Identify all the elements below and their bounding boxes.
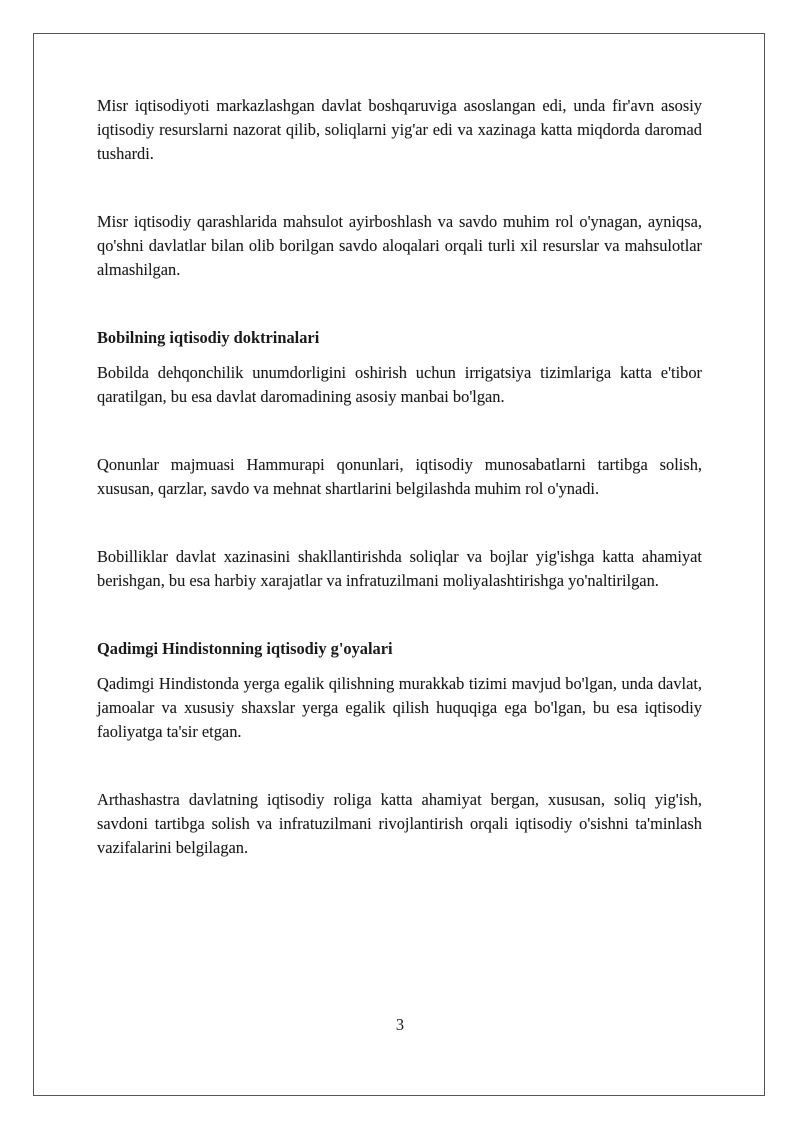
page-number: 3 — [395, 1015, 405, 1034]
document-body — [97, 94, 702, 860]
paragraph-egypt-trade: Misr iqtisodiy qarashlarida mahsulot ayirboshlash va savdo muhim rol o'ynagan, ayniqsa, qo'shni davlatlar bilan olib borilgan savdo aloqalari orqali turli xil resurslar va mahsulotlar almashilgan. — [97, 212, 702, 279]
heading-india: Qadimgi Hindistonning iqtisodiy g'oyalari — [97, 639, 393, 658]
paragraph-babylon-irrigation: Bobilda dehqonchilik unumdorligini oshirish uchun irrigatsiya tizimlariga katta e'tibor qaratilgan, bu esa davlat daromadining asosiy manbai bo'lgan. — [97, 363, 702, 406]
paragraph-babylon-taxes: Bobilliklar davlat xazinasini shakllantirishda soliqlar va bojlar yig'ishga katta ahamiyat berishgan, bu esa harbiy xarajatlar va infratuzilmani moliyalashtirishga yo'naltirilgan. — [97, 547, 702, 590]
heading-babylon: Bobilning iqtisodiy doktrinalari — [97, 328, 320, 347]
paragraph-india-land: Qadimgi Hindistonda yerga egalik qilishning murakkab tizimi mavjud bo'lgan, unda davlat, jamoalar va xususiy shaxslar yerga egalik qilish huquqiga ega bo'lgan, bu esa iqtisodiy faoliyatga ta'sir etgan. — [97, 674, 702, 741]
paragraph-egypt-economy: Misr iqtisodiyoti markazlashgan davlat boshqaruviga asoslangan edi, unda fir'avn asosiy iqtisodiy resurslarni nazorat qilib, soliqlarni yig'ar edi va xazinaga katta miqdorda daromad tushardi. — [97, 96, 702, 163]
paragraph-india-arthashastra: Arthashastra davlatning iqtisodiy roliga katta ahamiyat bergan, xususan, soliq yig'ish, savdoni tartibga solish va infratuzilmani rivojlantirish orqali iqtisodiy o'sishni ta'minlash vazifalarini belgilagan. — [97, 790, 702, 857]
paragraph-babylon-hammurabi: Qonunlar majmuasi Hammurapi qonunlari, iqtisodiy munosabatlarni tartibga solish, xususan, qarzlar, savdo va mehnat shartlarini belgilashda muhim rol o'ynadi. — [97, 455, 702, 498]
